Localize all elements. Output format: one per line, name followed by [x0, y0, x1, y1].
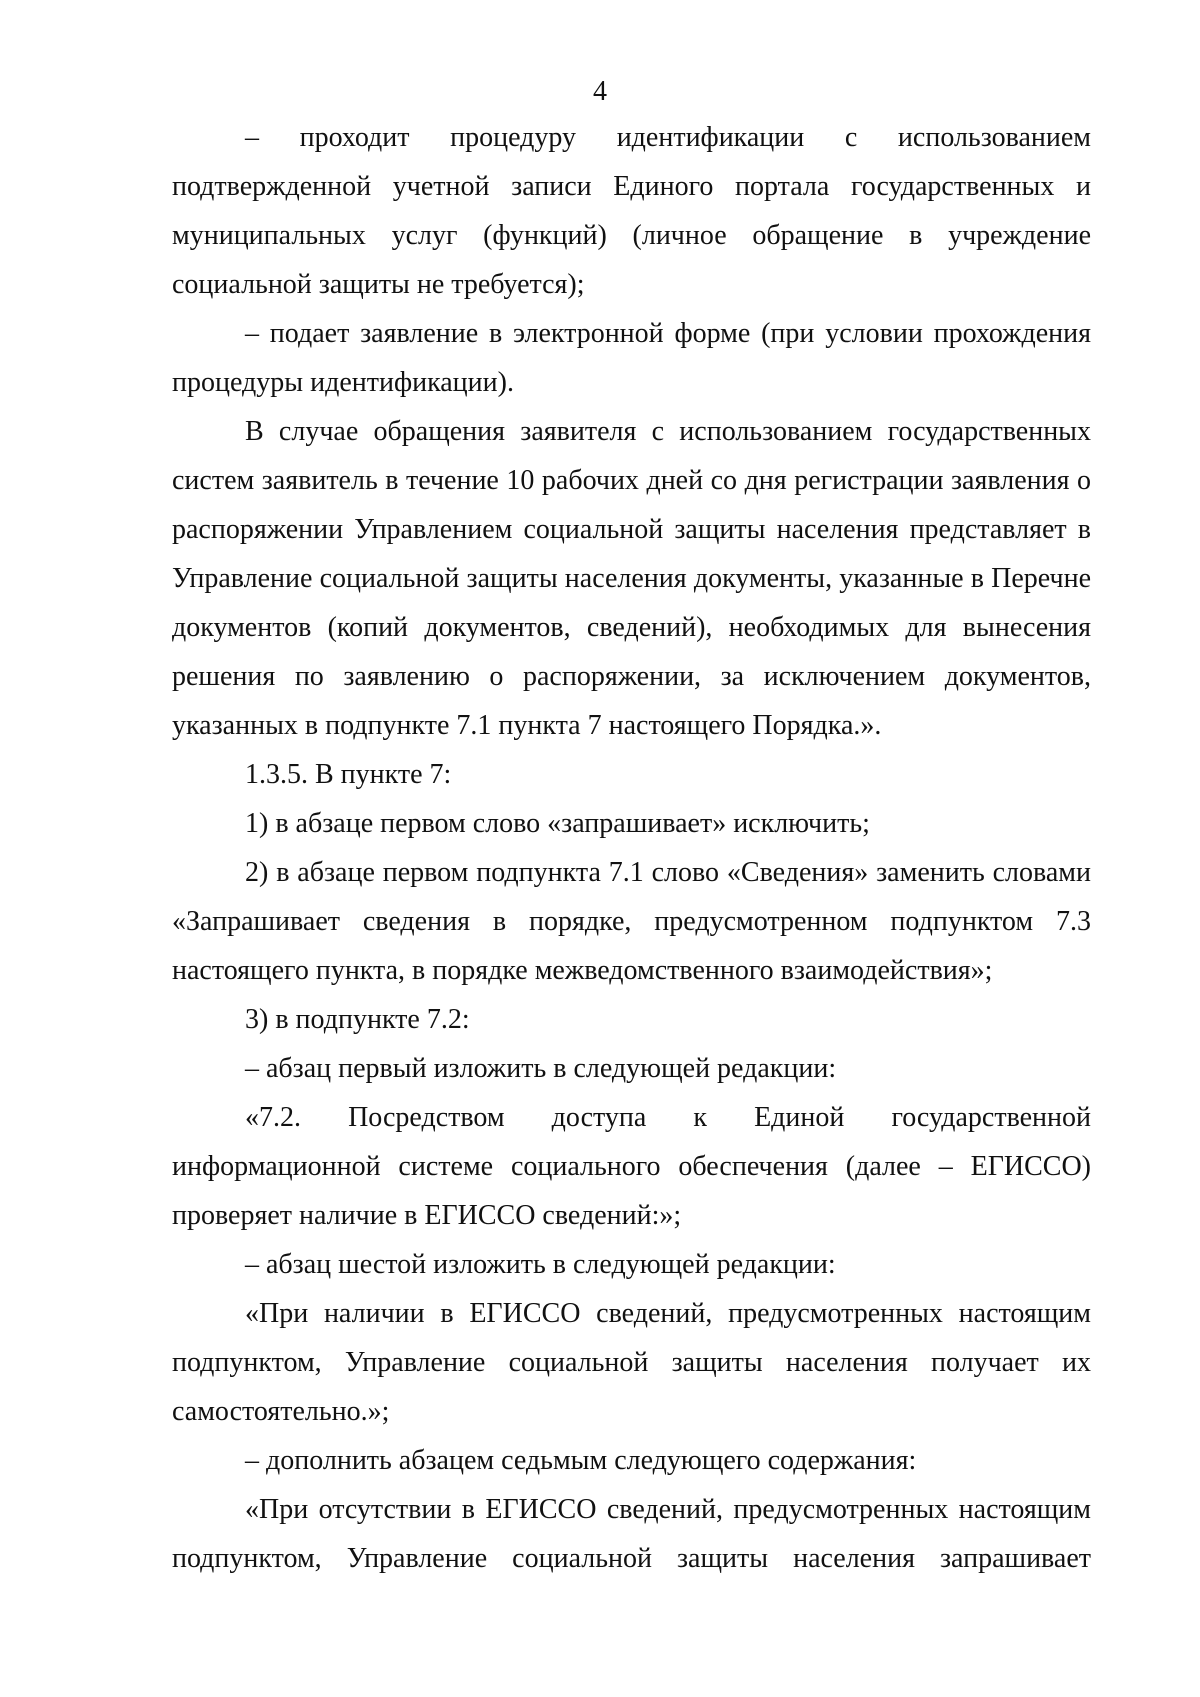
- paragraph-electronic-application: – подает заявление в электронной форме (при условии прохождения процедуры идентификации).: [172, 318, 1091, 398]
- paragraph-7-2-text: «7.2. Посредством доступа к Единой государственной информационной системе социального обеспечения (далее – ЕГИССО) проверяет наличие в ЕГИССО сведений:»;: [172, 1102, 1091, 1231]
- paragraph-first-abzac: – абзац первый изложить в следующей редакции:: [245, 1053, 837, 1084]
- paragraph-amendment-2: 2) в абзаце первом подпункта 7.1 слово «Сведения» заменить словами «Запрашивает сведения в порядке, предусмотренном подпунктом 7.3 настоящего пункта, в порядке межведомственного взаимодействия»;: [172, 857, 1091, 986]
- page-number: 4: [593, 76, 607, 107]
- paragraph-item-1-3-5: 1.3.5. В пункте 7:: [245, 759, 452, 790]
- paragraph-presence-egisso: «При наличии в ЕГИССО сведений, предусмотренных настоящим подпунктом, Управление социальной защиты населения получает их самостоятельно.»;: [172, 1298, 1091, 1427]
- paragraph-absence-egisso: «При отсутствии в ЕГИССО сведений, предусмотренных настоящим подпунктом, Управление социальной защиты населения запрашивает: [172, 1494, 1091, 1574]
- paragraph-state-systems: В случае обращения заявителя с использованием государственных систем заявитель в течение 10 рабочих дней со дня регистрации заявления о распоряжении Управлением социальной защиты населения представляет в Управление социальной защиты населения документы, указанные в Перечне документов (копий документов, сведений), необходимых для вынесения решения по заявлению о распоряжении, за исключением документов, указанных в подпункте 7.1 пункта 7 настоящего Порядка.».: [172, 416, 1091, 741]
- paragraph-identification: – проходит процедуру идентификации с использованием подтвержденной учетной записи Единого портала государственных и муниципальных услуг (функций) (личное обращение в учреждение социальной защиты не требуется);: [172, 122, 1091, 300]
- paragraph-amendment-1: 1) в абзаце первом слово «запрашивает» исключить;: [245, 808, 870, 839]
- document-body: [172, 113, 1091, 1583]
- paragraph-seventh-abzac: – дополнить абзацем седьмым следующего содержания:: [245, 1445, 917, 1476]
- paragraph-amendment-3: 3) в подпункте 7.2:: [245, 1004, 470, 1035]
- paragraph-sixth-abzac: – абзац шестой изложить в следующей редакции:: [245, 1249, 836, 1280]
